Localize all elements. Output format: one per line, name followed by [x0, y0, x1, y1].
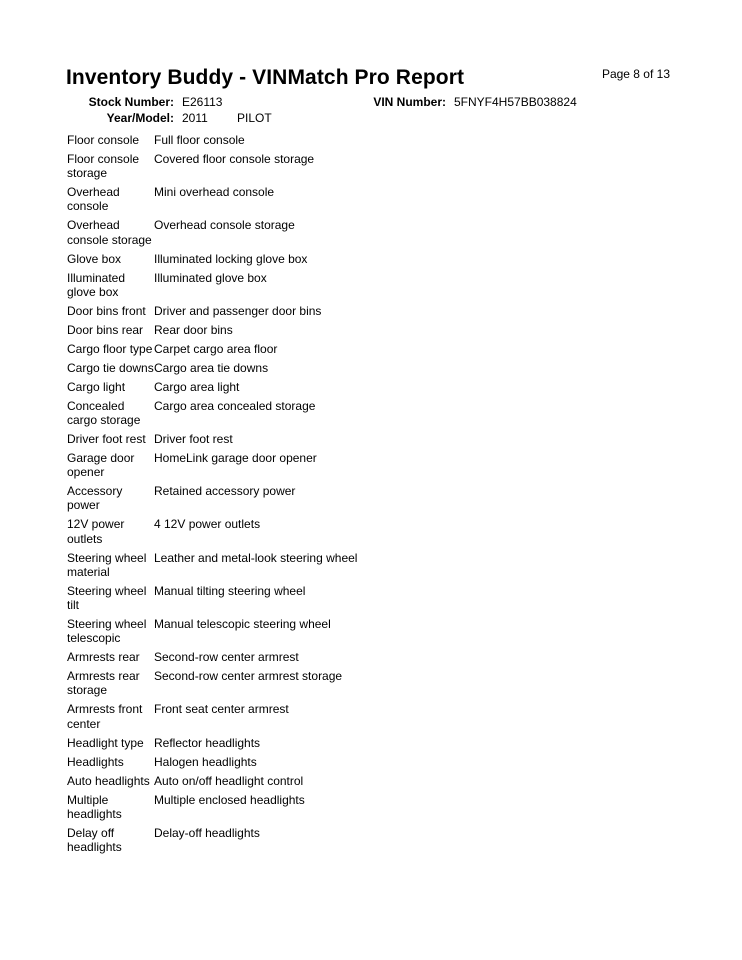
- spec-feature: Garage door opener: [67, 451, 135, 480]
- spec-value: Illuminated glove box: [154, 270, 267, 285]
- spec-value: Cargo area tie downs: [154, 360, 269, 375]
- spec-feature: Overhead console: [67, 185, 120, 214]
- spec-value: Full floor console: [154, 133, 245, 147]
- spec-row: [67, 484, 627, 517]
- spec-value: Driver and passenger door bins: [154, 303, 322, 318]
- spec-row: [67, 133, 627, 152]
- stock-number-value: E26113: [182, 95, 223, 109]
- spec-row: [67, 650, 627, 669]
- spec-value: Multiple enclosed headlights: [154, 792, 305, 807]
- spec-value: Overhead console storage: [154, 218, 295, 233]
- spec-value: Illuminated locking glove box: [154, 251, 308, 266]
- spec-value: Rear door bins: [154, 322, 233, 337]
- spec-value: Reflector headlights: [154, 735, 261, 750]
- spec-row: [67, 252, 627, 271]
- spec-feature: Steering wheel tilt: [67, 583, 147, 613]
- stock-number-label: Stock Number:: [88, 95, 174, 109]
- spec-feature: Armrests rear: [67, 650, 140, 665]
- spec-feature: Overhead console storage: [67, 218, 152, 247]
- report-title: Inventory Buddy - VINMatch Pro Report: [66, 66, 465, 89]
- year-value: 2011: [182, 111, 208, 125]
- model-value: PILOT: [237, 111, 272, 125]
- spec-row: [67, 617, 627, 650]
- spec-row: [67, 669, 627, 702]
- spec-feature: Steering wheel material: [67, 550, 147, 579]
- spec-value: Retained accessory power: [154, 484, 296, 499]
- spec-row: [67, 218, 627, 251]
- spec-value: Second-row center armrest storage: [154, 669, 343, 684]
- spec-feature: Headlights: [67, 754, 124, 769]
- spec-value: Driver foot rest: [154, 432, 233, 447]
- page-number: Page 8 of 13: [601, 67, 670, 81]
- spec-row: [67, 584, 627, 617]
- spec-feature: Auto headlights: [67, 773, 150, 788]
- spec-feature: Cargo light: [67, 379, 126, 394]
- spec-value: Manual tilting steering wheel: [154, 583, 306, 598]
- spec-feature: Door bins rear: [67, 322, 144, 337]
- spec-row: [67, 451, 627, 484]
- spec-feature: Driver foot rest: [67, 432, 146, 447]
- spec-row: [67, 774, 627, 793]
- spec-value: Cargo area light: [154, 379, 240, 394]
- spec-row: [67, 702, 627, 735]
- spec-feature: Armrests rear storage: [67, 669, 140, 698]
- spec-feature: Concealed cargo storage: [67, 398, 141, 428]
- spec-feature: Floor console storage: [67, 152, 140, 181]
- spec-row: [67, 826, 627, 859]
- spec-feature: Door bins front: [67, 303, 146, 318]
- spec-row: [67, 755, 627, 774]
- spec-row: [67, 152, 627, 185]
- spec-value: Halogen headlights: [154, 754, 257, 769]
- spec-value: Leather and metal-look steering wheel: [154, 550, 358, 565]
- spec-row: [67, 323, 627, 342]
- spec-value: HomeLink garage door opener: [154, 451, 317, 466]
- spec-row: [67, 736, 627, 755]
- spec-feature: Armrests front center: [67, 702, 143, 731]
- spec-feature: Glove box: [67, 251, 122, 266]
- spec-value: Mini overhead console: [154, 185, 275, 200]
- spec-value: Cargo area concealed storage: [154, 398, 316, 413]
- spec-value: Second-row center armrest: [154, 650, 299, 665]
- spec-value: Front seat center armrest: [154, 702, 289, 717]
- spec-row: [67, 304, 627, 323]
- spec-feature: Multiple headlights: [67, 792, 122, 821]
- spec-row: [67, 551, 627, 584]
- vin-number-label: VIN Number:: [373, 95, 446, 109]
- spec-value: Manual telescopic steering wheel: [154, 617, 331, 632]
- spec-feature: Steering wheel telescopic: [67, 617, 147, 646]
- spec-row: [67, 361, 627, 380]
- vin-number-value: 5FNYF4H57BB038824: [454, 95, 577, 109]
- spec-value: Covered floor console storage: [154, 152, 315, 166]
- spec-row: [67, 342, 627, 361]
- spec-feature: Cargo tie downs: [67, 360, 154, 375]
- spec-feature: 12V power outlets: [67, 517, 125, 546]
- spec-row: [67, 399, 627, 432]
- year-model-label: Year/Model:: [106, 111, 174, 125]
- spec-value: 4 12V power outlets: [154, 517, 261, 532]
- spec-row: [67, 271, 627, 304]
- spec-feature: Delay off headlights: [67, 825, 122, 855]
- spec-value: Auto on/off headlight control: [154, 773, 304, 788]
- spec-value: Delay-off headlights: [154, 825, 260, 840]
- spec-row: [67, 185, 627, 218]
- spec-feature: Accessory power: [67, 484, 123, 513]
- spec-row: [67, 793, 627, 826]
- spec-row: [67, 432, 627, 451]
- spec-row: [67, 380, 627, 399]
- spec-feature: Floor console: [67, 133, 140, 147]
- spec-value: Carpet cargo area floor: [154, 341, 278, 356]
- spec-feature: Illuminated glove box: [67, 270, 126, 299]
- spec-feature: Headlight type: [67, 735, 144, 750]
- spec-feature: Cargo floor type: [67, 341, 153, 356]
- spec-table: [67, 133, 627, 859]
- spec-row: [67, 517, 627, 550]
